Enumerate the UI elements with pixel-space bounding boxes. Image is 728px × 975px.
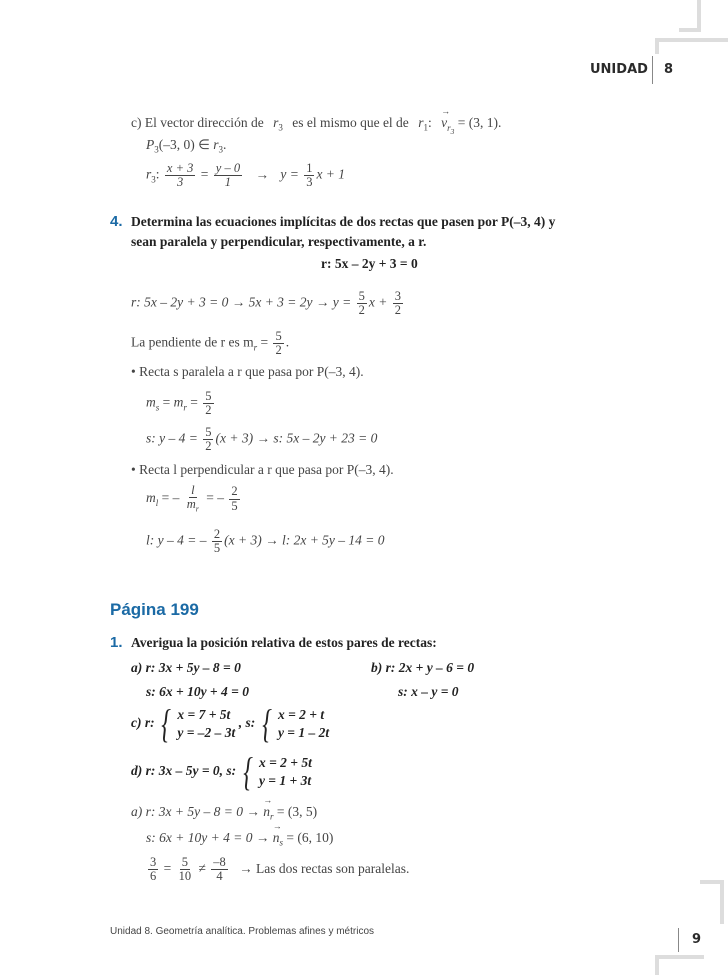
header-divider [652,56,653,84]
system-s: x = 2 + 5t y = 1 + 3t [258,754,312,788]
fraction: $\frac{5}{10}$ [178,855,192,884]
part-b-s: s: x – y = 0 [398,684,459,699]
fraction: $\frac{1}{3}$ [306,161,313,190]
page-section-title: Página 199 [110,600,199,619]
corner-decoration-bottom [700,880,724,924]
problem-4-statement-line2: sean paralela y perpendicular, respectivamente, a r. [131,234,427,249]
part-d: d) r: 3x – 5y = 0, s: { x = 2 + 5t y = 1 + 3t [131,749,312,794]
fraction: $\frac{2}{5}$ [231,484,238,513]
fraction: $\frac{5}{2}$ [358,289,365,318]
l-equation: l: y – 4 = – $\frac{2}{5}$ (x + 3) → l: 2x + 5y – 14 = 0 [146,527,385,556]
left-brace: { [261,701,272,746]
fraction: $\frac{x + 3}{3}$ [166,161,194,190]
problem-1-statement: Averigua la posición relativa de estos pares de rectas: [131,635,437,650]
fraction: $\frac{3}{6}$ [150,855,157,884]
s-equation: s: y – 4 = $\frac{5}{2}$ (x + 3) → s: 5x – 2y + 23 = 0 [146,425,378,454]
section-c-line1: c) El vector dirección de $r_3$ es el mismo que el de $r_1$: → $v_{r_3} = (3$, 1). [131,115,501,135]
problem-4-equation: r: 5x – 2y + 3 = 0 [321,256,418,271]
fraction: $\frac{3}{2}$ [394,289,401,318]
left-brace: { [161,701,171,746]
system-r: x = 7 + 5t y = –2 – 3t [177,706,236,740]
corner-decoration-bottom-2 [655,955,704,975]
fraction: $\frac{-8}{4}$ [213,855,226,884]
section-c-point: $P_3(-3$, 0) ∈ $r_3$. [146,137,227,155]
solution-a-conclusion: $\frac{3}{6}$ = $\frac{5}{10}$ ≠ $\frac{-8}{4}$ → Las dos rectas son paralelas. [150,855,410,884]
fraction: $\frac{y - 0}{1}$ [215,161,241,190]
fraction: $\frac{2}{5}$ [213,527,221,556]
problem-4-statement-line1: Determina las ecuaciones implícitas de dos rectas que pasen por P(–3, 4) y [131,214,556,229]
problem-4-number: 4. [110,213,123,230]
solution-a-line1: a) r: 3x + 5y – 8 = 0 → → $n_r = (3$, 5) [131,804,317,822]
section-c-equation: $r_3$: $\frac{x + 3}{3}$ = $\frac{y - 0}{1}$ → y = $\frac{1}{3}$ x + 1 [146,161,346,190]
bullet-perpendicular: • Recta l perpendicular a r que pasa por P(–3, 4). [131,462,394,477]
part-b-r: b) r: 2x + y – 6 = 0 [371,660,475,675]
problem-4-step1: r: 5x – 2y + 3 = 0 → 5x + 3 = 2y → y = $\frac{5}{2}$ x + $\frac{3}{2}$ [131,289,401,318]
corner-decoration-top-2 [655,38,728,54]
unit-label: UNIDAD [590,62,648,77]
unit-number: 8 [664,62,674,77]
fraction: $\frac{5}{2}$ [205,389,212,418]
part-c: c) r: { x = 7 + 5t y = –2 – 3t , s: { x = 2 + t y = 1 – 2t [131,701,330,746]
footer-divider [678,928,679,952]
slope-text: La pendiente de r es $m_r$ = $\frac{5}{2}$ . [131,329,290,358]
part-a-s: s: 6x + 10y + 4 = 0 [146,684,249,699]
ml-equation: $m_l$ = – $\frac{l}{m_r}$ = – $\frac{2}{5}$ [146,483,238,514]
fraction: $\frac{5}{2}$ [275,329,282,358]
footer-text: Unidad 8. Geometría analítica. Problemas afines y métricos [110,926,375,937]
system-s: x = 2 + t y = 1 – 2t [277,706,330,740]
ms-equation: $m_s = m_r$ = $\frac{5}{2}$ [146,389,212,418]
fraction: $\frac{l}{m_r}$ [186,483,199,514]
problem-1-number: 1. [110,634,123,651]
fraction: $\frac{5}{2}$ [205,425,212,454]
bullet-parallel: • Recta s paralela a r que pasa por P(–3, 4). [131,364,364,379]
solution-a-line2: s: 6x + 10y + 4 = 0 → → $n_s = (6$, 10) [146,830,333,848]
part-a-r: a) r: 3x + 5y – 8 = 0 [131,660,241,675]
left-brace: { [242,749,253,794]
corner-decoration-top [679,0,701,32]
page-number: 9 [692,932,702,947]
